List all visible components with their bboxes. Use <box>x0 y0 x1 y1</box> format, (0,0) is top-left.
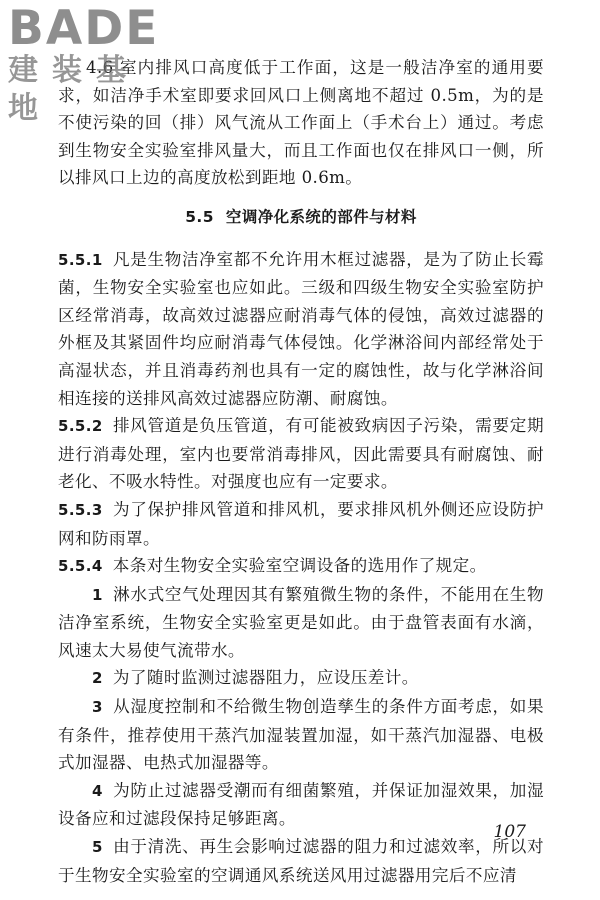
clause-number: 5.5.3 <box>58 500 103 519</box>
section-heading <box>58 204 544 232</box>
list-item <box>58 777 544 833</box>
item-text: 从湿度控制和不给微生物创造孳生的条件方面考虑，如果有条件，推荐使用干蒸汽加湿装置加湿，如干蒸汽加湿器、电极式加湿器、电热式加湿器等。 <box>58 697 544 773</box>
page-number: 107 <box>493 822 526 842</box>
section-number: 5.5 <box>185 207 214 226</box>
list-item <box>58 833 544 889</box>
clause-paragraph <box>58 412 544 496</box>
item-text: 由于清洗、再生会影响过滤器的阻力和过滤效率，所以对于生物安全实验室的空调通风系统送风用过滤器用完后不应清 <box>58 837 544 885</box>
clause-text: 排风管道是负压管道，有可能被致病因子污染，需要定期进行消毒处理，室内也要常消毒排风，因此需要具有耐腐蚀、耐老化、不吸水特性。对强度也应有一定要求。 <box>58 416 544 492</box>
section-title: 空调净化系统的部件与材料 <box>225 207 417 226</box>
clause-number: 5.5.4 <box>58 557 103 576</box>
watermark-sub-text: 建装基地 <box>8 53 140 126</box>
clause-text: 凡是生物洁净室都不允许用木框过滤器，是为了防止长霉菌，生物安全实验室也应如此。三级和四级生物安全实验室防护区经常消毒，故高效过滤器应耐消毒气体的侵蚀，高效过滤器的外框及其紧固件均应耐消毒气体侵蚀。化学淋浴间内部经常处于高湿状态，并且消毒药剂也具有一定的腐蚀性，故与化学淋浴间相连接的送排风高效过滤器应防潮、耐腐蚀。 <box>58 249 544 408</box>
clause-paragraph <box>58 246 544 413</box>
item-text: 为了随时监测过滤器阻力，应设压差计。 <box>112 668 419 688</box>
item-number: 5 <box>92 838 103 857</box>
clause-number: 5.5.2 <box>58 417 103 436</box>
item-text: 为防止过滤器受潮而有细菌繁殖，并保证加湿效果，加湿设备应和过滤段保持足够距离。 <box>58 780 544 829</box>
watermark-logo <box>6 1 176 126</box>
clause-text: 为了保护排风管道和排风机，要求排风机外侧还应设防护网和防雨罩。 <box>58 499 544 548</box>
list-item <box>58 664 544 693</box>
watermark-main-text: BADE <box>8 1 160 56</box>
item-number: 3 <box>92 698 103 717</box>
list-item <box>58 581 544 665</box>
clause-text: 本条对生物安全实验室空调设备的选用作了规定。 <box>112 556 487 576</box>
item-number: 1 <box>92 585 103 604</box>
item-number: 2 <box>92 669 103 688</box>
clause-number: 5.5.1 <box>58 250 103 269</box>
document-body <box>58 54 544 889</box>
item-text: 淋水式空气处理因其有繁殖微生物的条件，不能用在生物洁净室系统，生物安全实验室更是如此。由于盘管表面有水滴，风速太大易使气流带水。 <box>58 584 544 660</box>
intro-paragraph: 4.6 室内排风口高度低于工作面，这是一般洁净室的通用要求，如洁净手术室即要求回风口上侧离地不超过 0.5m，为的是不使污染的回（排）风气流从工作面上（手术台上）通过。考虑到生物安全实验室排风量大，而且工作面也仅在排风口一侧，所以排风口上边的高度放松到距地 0.6m。 <box>58 58 544 188</box>
list-item <box>58 693 544 777</box>
item-number: 4 <box>92 781 103 800</box>
clause-paragraph <box>58 552 544 581</box>
clause-paragraph <box>58 496 544 552</box>
